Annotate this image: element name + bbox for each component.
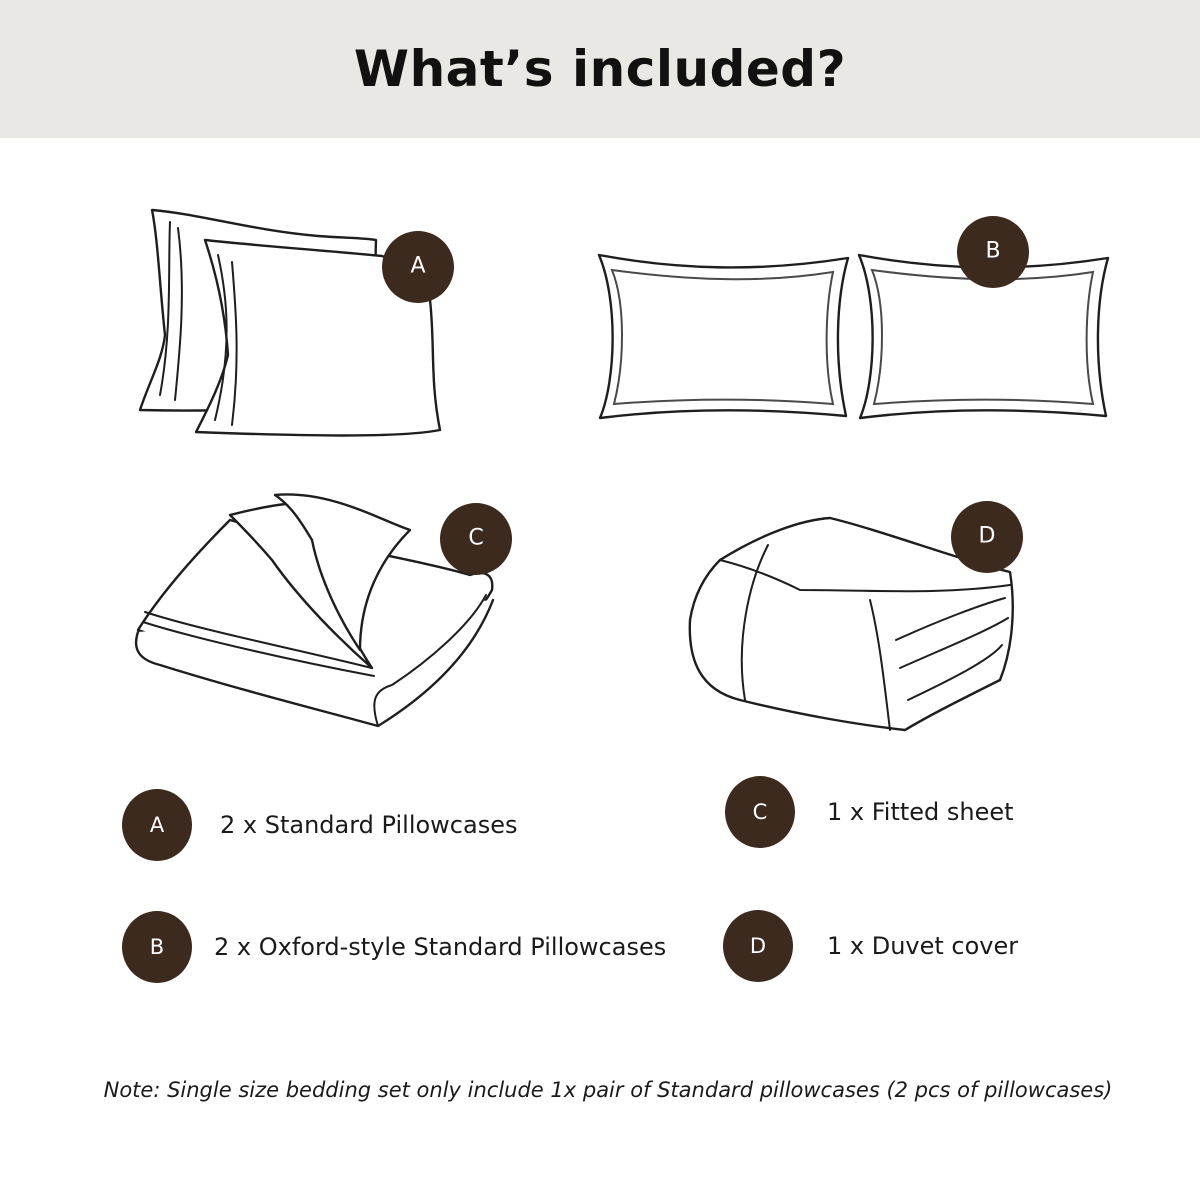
folded-sheet-icon [136, 494, 493, 726]
legend-label-c: 1 x Fitted sheet [827, 798, 1014, 826]
legend-label-b: 2 x Oxford-style Standard Pillowcases [214, 933, 667, 961]
legend-badge-c: C [725, 776, 795, 848]
page-title: What’s included? [353, 40, 847, 98]
footnote: Note: Single size bedding set only include 1x pair of Standard pillowcases (2 pcs of pillowcases) [103, 1078, 1113, 1102]
oxford-pillowcases-icon [599, 255, 1108, 418]
badge-c-illustration [440, 503, 512, 575]
legend-badge-a: A [122, 789, 192, 861]
badge-a-illustration [382, 231, 454, 303]
badge-b-illustration [957, 216, 1029, 288]
legend-item-a [122, 789, 517, 861]
header-banner [0, 0, 1200, 138]
badge-c-label: C [468, 525, 484, 551]
legend-badge-b: B [122, 911, 192, 983]
illustrations-area [0, 138, 1200, 758]
badge-d-label: D [978, 523, 996, 549]
badge-d-illustration [951, 501, 1023, 573]
badge-a-label: A [410, 253, 426, 279]
legend-label-a: 2 x Standard Pillowcases [220, 811, 518, 839]
legend-badge-d: D [723, 910, 793, 982]
legend-item-d [723, 910, 1018, 982]
illustrations-svg [0, 138, 1200, 758]
legend-item-c [725, 776, 1014, 848]
legend-item-b [122, 911, 666, 983]
legend-label-d: 1 x Duvet cover [827, 932, 1019, 960]
badge-b-label: B [985, 238, 1001, 264]
